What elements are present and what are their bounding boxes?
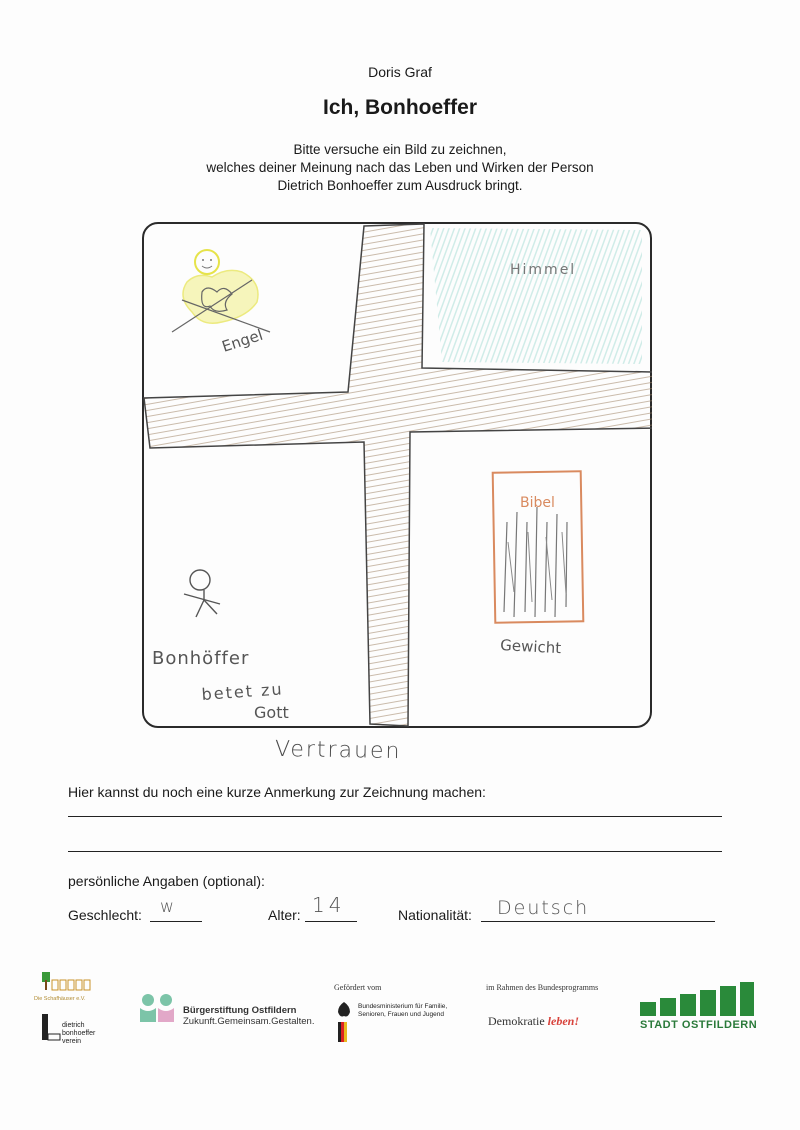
trust-note: Vertrauen bbox=[274, 736, 402, 765]
stadt-ostfildern-name: STADT OSTFILDERN bbox=[640, 1019, 758, 1031]
dbv-name: dietrich bonhoeffer verein bbox=[62, 1022, 96, 1045]
gender-value: w bbox=[160, 897, 174, 917]
angel-label: Engel bbox=[219, 325, 266, 356]
annotation-label: Hier kannst du noch eine kurze Anmerkung zur Zeichnung machen: bbox=[68, 784, 486, 800]
age-value: 14 bbox=[312, 893, 346, 917]
heaven-label: Himmel bbox=[510, 262, 577, 278]
angel-drawing bbox=[172, 250, 270, 332]
instruction-line: Bitte versuche ein Bild zu zeichnen, bbox=[293, 142, 507, 157]
page-title: Ich, Bonhoeffer bbox=[322, 96, 477, 119]
schafhaeusle-name: Die Schafhäuser e.V. bbox=[34, 996, 86, 1002]
funded-by-label: Gefördert vom bbox=[334, 983, 382, 992]
nationality-label: Nationalität: bbox=[398, 907, 472, 923]
buergerstiftung-slogan: Zukunft.Gemeinsam.Gestalten. bbox=[183, 1016, 315, 1027]
demokratie-leben-logo bbox=[488, 1014, 579, 1029]
weight-label: Gewicht bbox=[499, 636, 562, 658]
gender-label: Geschlecht: bbox=[68, 907, 142, 923]
federal-eagle-icon bbox=[334, 1000, 354, 1044]
nationality-value: Deutsch bbox=[497, 897, 590, 919]
annotation-line[interactable] bbox=[68, 851, 722, 852]
program-label: im Rahmen des Bundesprogramms bbox=[486, 983, 599, 992]
ministry-name: Bundesministerium für Familie, Senioren, Frauen und Jugend bbox=[358, 1003, 448, 1018]
bonhoeffer-label: Bonhöffer bbox=[152, 648, 250, 669]
bible-label: Bibel bbox=[520, 495, 555, 511]
age-field[interactable] bbox=[305, 921, 357, 922]
buergerstiftung-logo bbox=[138, 992, 178, 1026]
instruction-line: Dietrich Bonhoeffer zum Ausdruck bringt. bbox=[277, 178, 523, 193]
child-drawing bbox=[142, 222, 652, 728]
author-name: Doris Graf bbox=[368, 64, 432, 80]
stadt-ostfildern-logo bbox=[640, 982, 755, 1016]
age-label: Alter: bbox=[268, 907, 301, 923]
stick-figure bbox=[184, 570, 220, 617]
dbv-logo bbox=[40, 1012, 62, 1042]
sky-area bbox=[430, 228, 642, 364]
annotation-line[interactable] bbox=[68, 816, 722, 817]
gender-field[interactable] bbox=[150, 921, 202, 922]
instruction-line: welches deiner Meinung nach das Leben und Wirken der Person bbox=[206, 160, 594, 175]
schafhaeusle-logo bbox=[34, 966, 106, 998]
nationality-field[interactable] bbox=[481, 921, 715, 922]
god-label: Gott bbox=[254, 703, 289, 722]
buergerstiftung-title: Bürgerstiftung Ostfildern bbox=[183, 1005, 297, 1016]
prays-label: betet zu bbox=[200, 679, 285, 704]
bible-drawing bbox=[493, 471, 584, 623]
demokratie-text: Demokratie bbox=[488, 1014, 545, 1028]
leben-text: leben! bbox=[547, 1014, 579, 1028]
personal-info-label: persönliche Angaben (optional): bbox=[68, 873, 265, 889]
